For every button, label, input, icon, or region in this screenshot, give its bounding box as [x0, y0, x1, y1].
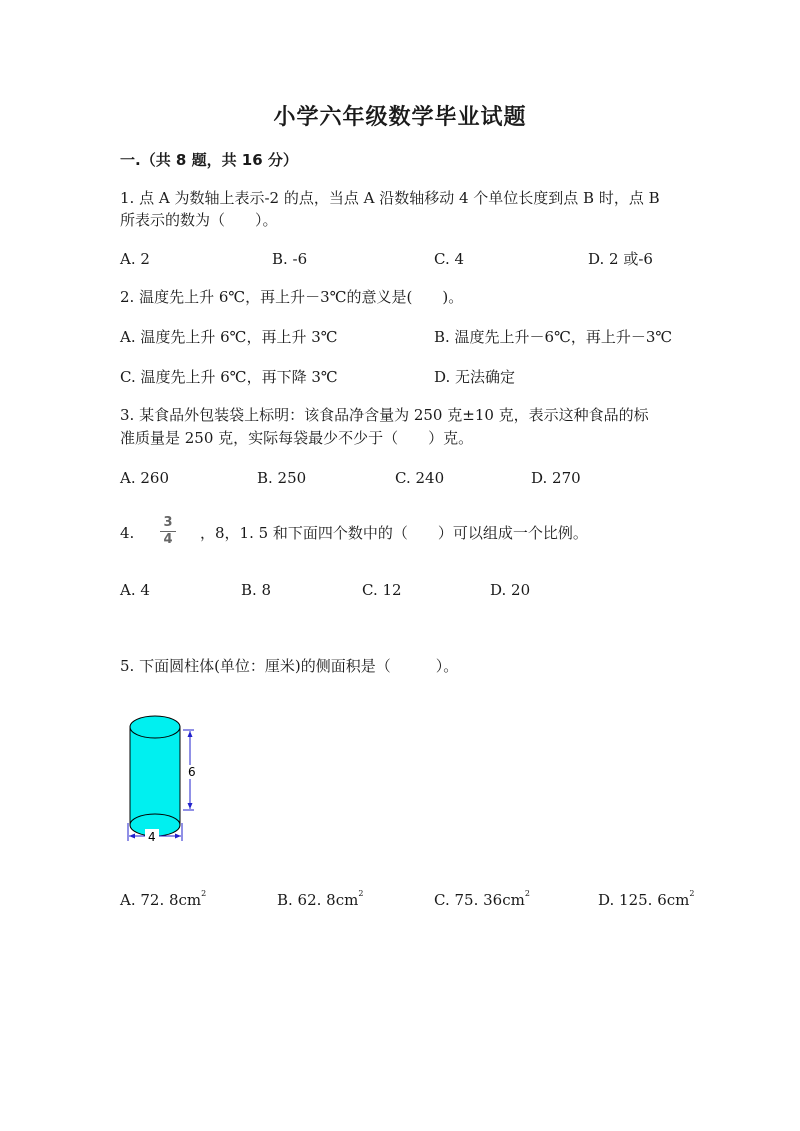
q2-option-d: D. 无法确定 [434, 368, 516, 386]
height-arrow-down [188, 803, 193, 809]
q5-option-b-text: B. 62. 8cm [277, 891, 359, 909]
section-heading: 一.（共 8 题，共 16 分） [120, 151, 298, 169]
unit-superscript: 2 [358, 889, 364, 898]
cylinder-body [130, 727, 180, 825]
q3-stem-line2: 准质量是 250 克，实际每袋最少不少于（ ）克。 [120, 429, 474, 447]
q1-stem-line2: 所表示的数为（ ）。 [120, 211, 278, 229]
unit-superscript: 2 [524, 889, 530, 898]
q5-option-d [598, 890, 694, 910]
q1-option-d: D. 2 或-6 [588, 250, 653, 268]
q5-option-d-text: D. 125. 6cm [598, 891, 690, 909]
diameter-arrow-left [129, 834, 135, 839]
q4-option-d: D. 20 [490, 581, 531, 599]
q2-option-a: A. 温度先上升 6℃，再上升 3℃ [120, 328, 338, 346]
q4-option-c: C. 12 [362, 581, 402, 599]
q4-stem: ，8，1. 5 和下面四个数中的（ ）可以组成一个比例。 [200, 524, 588, 542]
diameter-label: 4 [148, 830, 156, 844]
height-label: 6 [188, 765, 196, 779]
q4-option-a: A. 4 [120, 581, 150, 599]
height-arrow-up [188, 731, 193, 737]
fraction-numerator: 3 [163, 515, 173, 530]
q3-option-c: C. 240 [395, 469, 445, 487]
q3-stem-line1: 3. 某食品外包装袋上标明：该食品净含量为 250 克±10 克，表示这种食品的标 [120, 406, 649, 424]
page-title: 小学六年级数学毕业试题 [273, 105, 527, 130]
cylinder-top [130, 716, 180, 738]
q1-option-c: C. 4 [434, 250, 465, 268]
q1-stem-line1: 1. 点 A 为数轴上表示-2 的点，当点 A 沿数轴移动 4 个单位长度到点 B 时，点 B [120, 189, 660, 207]
q5-stem: 5. 下面圆柱体(单位：厘米)的侧面积是（ ）。 [120, 657, 459, 675]
cylinder-figure [118, 705, 208, 850]
q3-option-b: B. 250 [257, 469, 307, 487]
q2-stem: 2. 温度先上升 6℃，再上升－3℃的意义是( )。 [120, 288, 464, 306]
unit-superscript: 2 [201, 889, 207, 898]
q1-option-b: B. -6 [272, 250, 308, 268]
q3-option-d: D. 270 [531, 469, 581, 487]
q3-option-a: A. 260 [120, 469, 169, 487]
unit-superscript: 2 [689, 889, 695, 898]
q5-option-b [277, 890, 363, 910]
q5-option-a [120, 890, 206, 910]
q5-option-c-text: C. 75. 36cm [434, 891, 525, 909]
fraction-denominator: 4 [163, 532, 173, 547]
q5-option-a-text: A. 72. 8cm [120, 891, 202, 909]
q4-option-b: B. 8 [241, 581, 272, 599]
q2-option-b: B. 温度先上升－6℃，再上升－3℃ [434, 328, 673, 346]
q2-option-c: C. 温度先上升 6℃，再下降 3℃ [120, 368, 338, 386]
q4-fraction [160, 516, 176, 547]
q1-option-a: A. 2 [120, 250, 150, 268]
q5-option-c [434, 890, 530, 910]
q4-number: 4. [120, 524, 135, 542]
diameter-arrow-right [175, 834, 181, 839]
